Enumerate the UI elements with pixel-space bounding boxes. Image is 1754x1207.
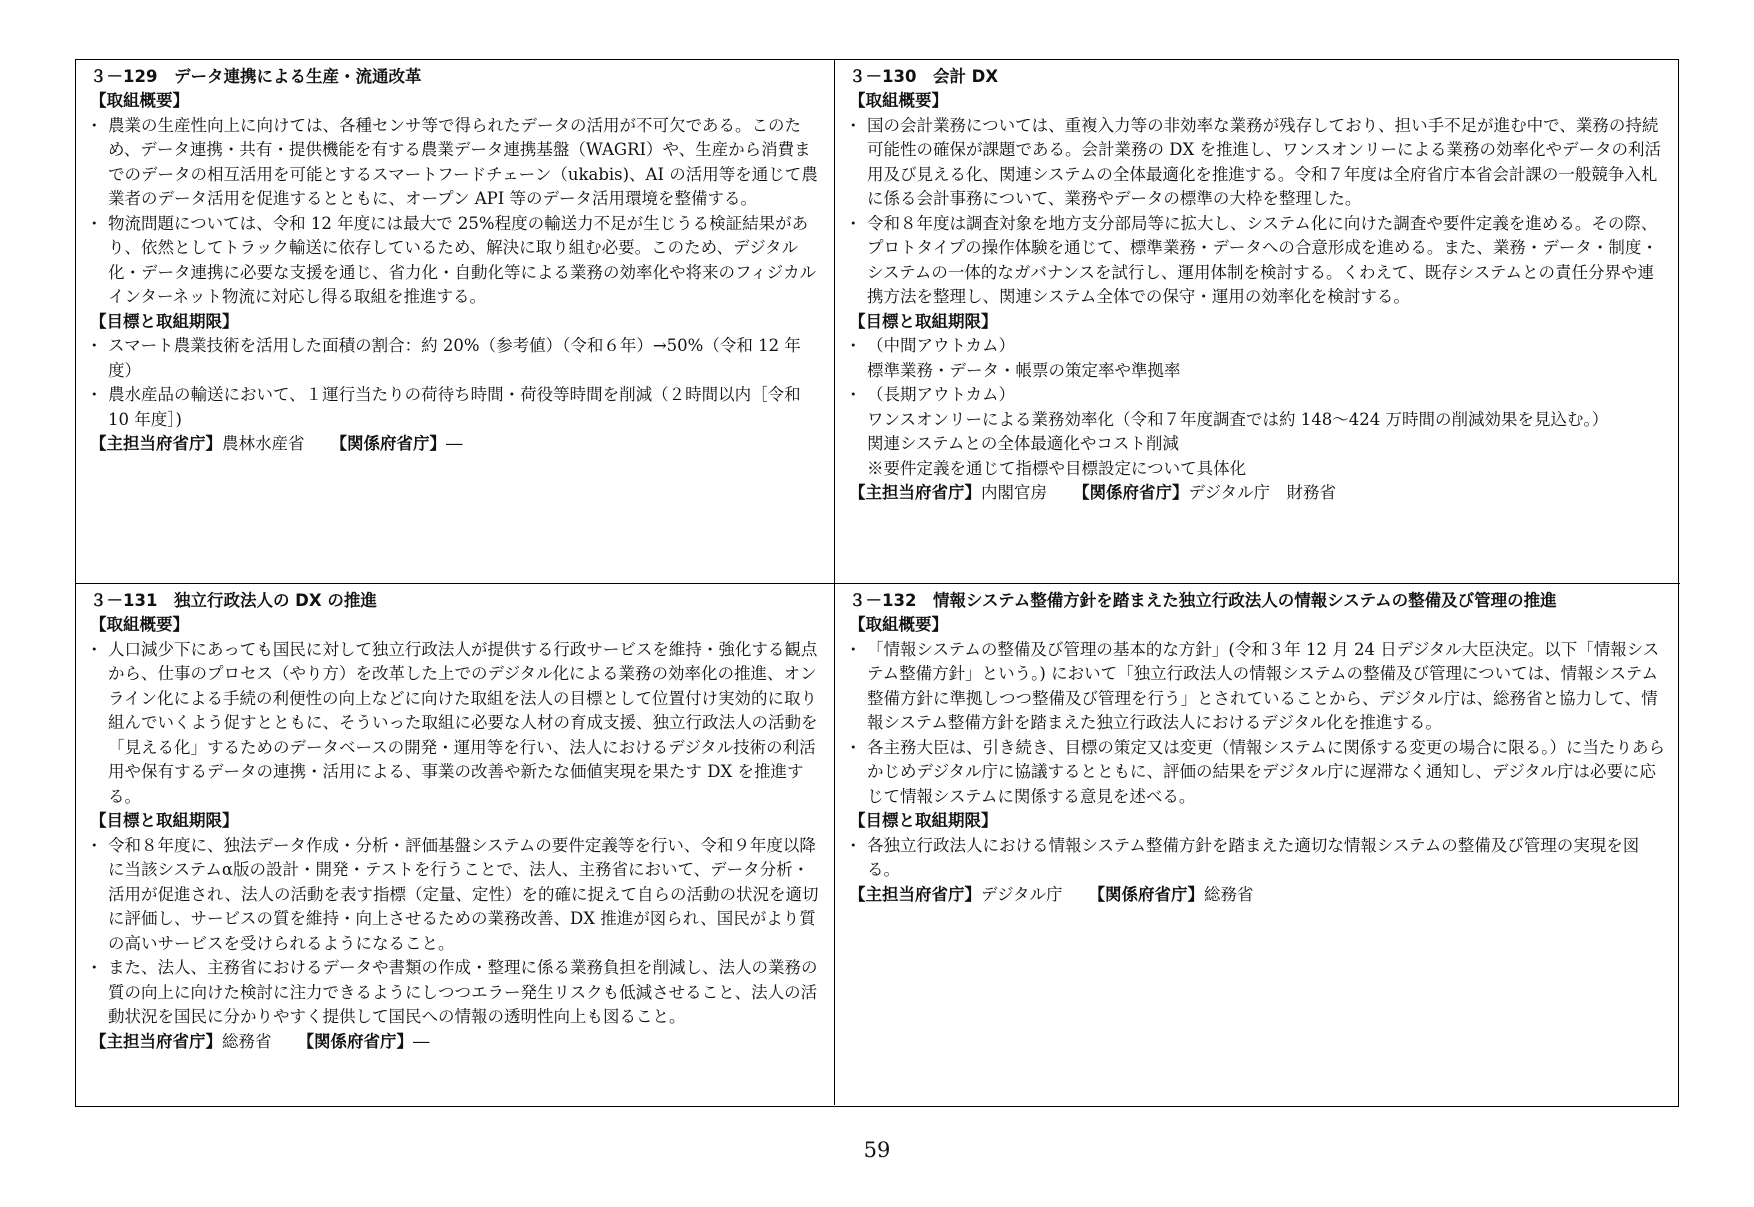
goal-detail: ※要件定義を通じて指標や目標設定について具体化 [867, 458, 1247, 478]
main-ministry-label: 【主担当府省庁】 [849, 483, 981, 502]
table-cell-3-132 [835, 584, 1680, 1105]
related-ministry: ― [446, 434, 463, 453]
related-ministry-label: 【関係府省庁】 [330, 434, 446, 453]
overview-bullet: ・ 人口減少下にあっても国民に対して独立行政法人が提供する行政サービスを維持・強化する観点から、仕事のプロセス（やり方）を改革した上でのデジタル化による業務の効率化の推進、オンライン化による手続の利便性の向上などに向けた取組を法人の目標として位置付け実効的に取り組んでいくよう促すとともに、そういった取組に必要な人材の育成支援、独立行政法人の活動を「見える化」するためのデータベースの開発・運用等を行い、法人におけるデジタル技術の利活用や保有するデータの連携・活用による、事業の改善や新たな価値実現を果たす DX を推進する。 [86, 639, 818, 806]
page-number: 59 [863, 1138, 891, 1162]
goal-bullet: ・ 各独立行政法人における情報システム整備方針を踏まえた適切な情報システムの整備及び管理の実現を図る。 [845, 835, 1640, 879]
overview-heading: 【取組概要】 [90, 91, 189, 110]
goal-detail: ワンスオンリーによる業務効率化（令和７年度調査では約 148～424 万時間の削減効果を見込む。） [867, 409, 1609, 429]
item-title: ３－131 独立行政法人の DX の推進 [90, 591, 377, 610]
related-ministry: ― [413, 1031, 430, 1051]
goal-detail: 関連システムとの全体最適化やコスト削減 [867, 434, 1179, 453]
overview-bullet: ・ 令和８年度は調査対象を地方支分部局等に拡大し、システム化に向けた調査や要件定義を進める。その際、プロトタイプの操作体験を通じて、標準業務・データへの合意形成を進める。また、業務・データ・制度・システムの一体的なガバナンスを試行し、運用体制を検討する。くわえて、既存システムとの責任分界や連携方法を整理し、関連システム全体での保守・運用の効率化を検討する。 [845, 213, 1658, 306]
main-ministry-label: 【主担当府省庁】 [90, 1031, 222, 1051]
ministries-line [849, 481, 1668, 506]
overview-bullet: ・ 物流問題については、令和 12 年度には最大で 25%程度の輸送力不足が生じうる検証結果があり、依然としてトラック輸送に依存しているため、解決に取り組む必要。このため、デジタル化・データ連携に必要な支援を通じ、省力化・自動化等による業務の効率化や将来のフィジカルインターネット物流に対応し得る取組を推進する。 [86, 213, 817, 306]
item-title: ３－129 データ連携による生産・流通改革 [90, 67, 422, 86]
related-ministry-label: 【関係府省庁】 [1088, 884, 1205, 904]
ministries-line [849, 883, 1668, 908]
goal-bullet: ・ また、法人、主務省におけるデータや書類の作成・整理に係る業務負担を削減し、法人の業務の質の向上に向けた検討に注力できるようにしつつエラー発生リスクも低減させること、法人の活動状況を国民に分かりやすく提供して国民への情報の透明性向上も図ること。 [86, 958, 818, 1026]
main-ministry-label: 【主担当府省庁】 [849, 884, 981, 904]
main-ministry: 総務省 [222, 1031, 272, 1051]
goal-heading: 【目標と取組期限】 [90, 311, 239, 331]
overview-bullet: ・ 国の会計業務については、重複入力等の非効率な業務が残存しており、担い手不足が進む中で、業務の持続可能性の確保が課題である。会計業務の DX を推進し、ワンスオンリーによる業務の効率化やデータの利活用及び見える化、関連システムの全体最適化を推進する。令和７年度は全府省庁本省会計課の一般競争入札に係る会計事務について、業務やデータの標準の大枠を整理した。 [845, 115, 1661, 208]
goal-heading: 【目標と取組期限】 [90, 811, 239, 830]
overview-heading: 【取組概要】 [90, 615, 189, 634]
main-ministry: デジタル庁 [981, 884, 1063, 904]
goal-bullet: ・ （長期アウトカム） [845, 385, 1016, 404]
main-ministry: 農林水産省 [222, 434, 305, 453]
goal-bullet: ・ スマート農業技術を活用した面積の割合：約 20%（参考値）（令和６年）→50%（令和 12 年度） [86, 336, 801, 380]
related-ministry-label: 【関係府省庁】 [1073, 483, 1189, 502]
goal-bullet: ・ 令和８年度に、独法データ作成・分析・評価基盤システムの要件定義等を行い、令和９年度以降に当該システムα版の設計・開発・テストを行うことで、法人、主務省において、データ分析・活用が促進され、法人の活動を表す指標（定量、定性）を的確に捉えて自らの活動の状況を適切に評価し、サービスの質を維持・向上させるための業務改善、DX 推進が図られ、国民がより質の高いサービスを受けられるようになること。 [86, 835, 819, 953]
related-ministry: 総務省 [1204, 884, 1254, 904]
table-cell-3-129 [76, 60, 835, 584]
item-title: ３－130 会計 DX [849, 67, 999, 86]
overview-bullet: ・ 各主務大臣は、引き続き、目標の策定又は変更（情報システムに関係する変更の場合に限る。）に当たりあらかじめデジタル庁に協議するとともに、評価の結果をデジタル庁に遅滞なく通知し、デジタル庁は必要に応じて情報システムに関係する意見を述べる。 [845, 737, 1665, 806]
goal-bullet: ・ （中間アウトカム） [845, 336, 1016, 355]
ministries-line [90, 1030, 822, 1055]
table-cell-3-131 [76, 584, 835, 1105]
item-title: ３－132 情報システム整備方針を踏まえた独立行政法人の情報システムの整備及び管理の推進 [849, 591, 1557, 610]
related-ministry: デジタル庁 財務省 [1188, 483, 1337, 502]
goal-heading: 【目標と取組期限】 [849, 311, 998, 331]
overview-heading: 【取組概要】 [849, 615, 948, 634]
main-ministry-label: 【主担当府省庁】 [90, 434, 222, 453]
ministries-line [90, 432, 822, 457]
table-cell-3-130 [835, 60, 1680, 584]
overview-bullet: ・ 農業の生産性向上に向けては、各種センサ等で得られたデータの活用が不可欠である。このため、データ連携・共有・提供機能を有する農業データ連携基盤（WAGRI）や、生産から消費までのデータの相互活用を可能とするスマートフードチェーン（ukabis)、AI の活用等を通じて農業者のデータ活用を促進するとともに、オープン API 等のデータ活用環境を整備する。 [86, 115, 818, 208]
policy-table [75, 59, 1679, 1107]
overview-heading: 【取組概要】 [849, 91, 948, 110]
main-ministry: 内閣官房 [981, 483, 1047, 502]
goal-detail: 標準業務・データ・帳票の策定率や準拠率 [867, 360, 1181, 380]
goal-heading: 【目標と取組期限】 [849, 811, 998, 830]
goal-bullet: ・ 農水産品の輸送において、１運行当たりの荷待ち時間・荷役等時間を削減（２時間以内［令和 10 年度］) [86, 385, 801, 429]
overview-bullet: ・ 「情報システムの整備及び管理の基本的な方針」(令和３年 12 月 24 日デジタル大臣決定。以下「情報システム整備方針」という。) において「独立行政法人の情報システムの整備及び管理については、情報システム整備方針に準拠しつつ整備及び管理を行う」とされていることから、デジタル庁は、総務省と協力して、情報システム整備方針を踏まえた独立行政法人におけるデジタル化を推進する。 [845, 639, 1660, 732]
related-ministry-label: 【関係府省庁】 [297, 1031, 413, 1051]
